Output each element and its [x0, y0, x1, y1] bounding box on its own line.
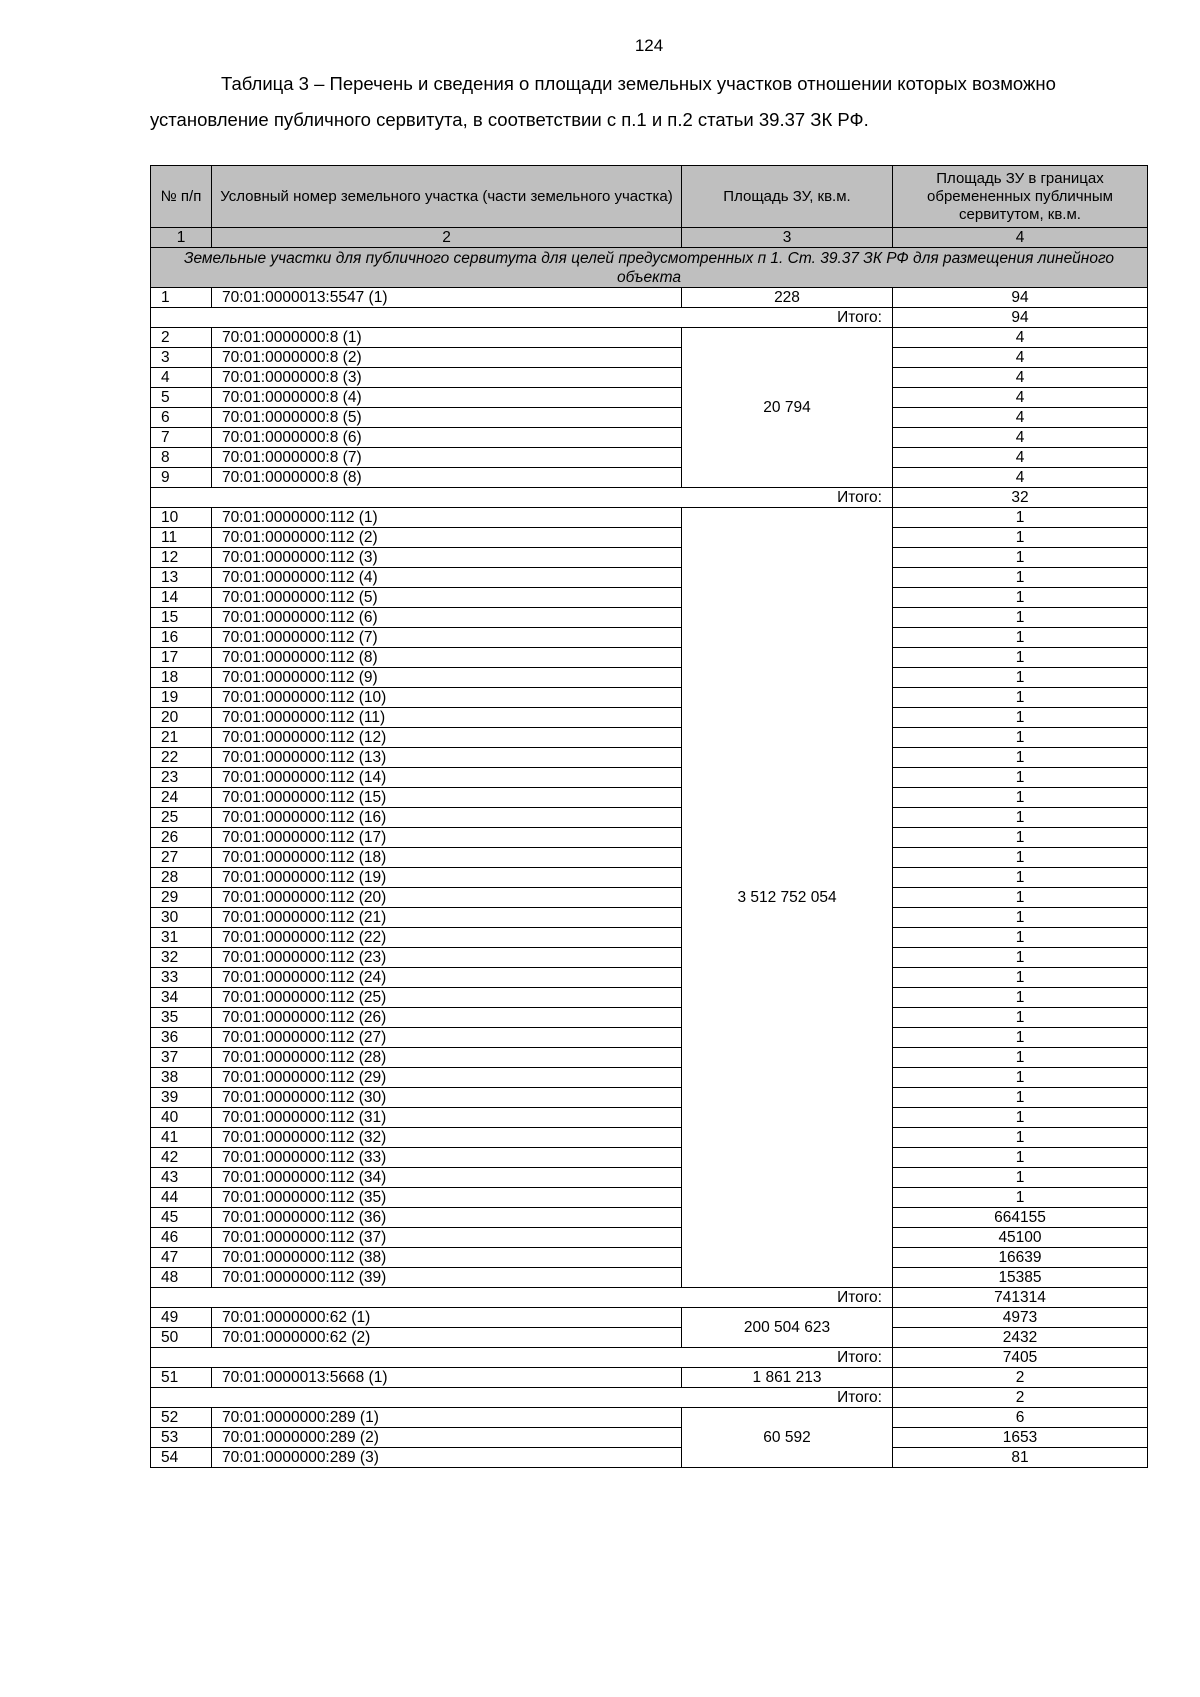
cadastral-number: 70:01:0000000:112 (39)	[212, 1268, 682, 1288]
total-row	[151, 308, 1148, 328]
row-number: 49	[151, 1308, 212, 1328]
table-row	[151, 448, 1148, 468]
easement-area: 4	[893, 448, 1148, 468]
row-number: 39	[151, 1088, 212, 1108]
easement-area: 1	[893, 628, 1148, 648]
cadastral-number: 70:01:0000000:112 (18)	[212, 848, 682, 868]
table-row	[151, 368, 1148, 388]
total-row	[151, 1288, 1148, 1308]
total-label: Итого:	[151, 308, 893, 328]
cadastral-number: 70:01:0000000:8 (4)	[212, 388, 682, 408]
table-row	[151, 988, 1148, 1008]
cadastral-number: 70:01:0000000:8 (6)	[212, 428, 682, 448]
easement-area: 1	[893, 1188, 1148, 1208]
easement-area: 1	[893, 508, 1148, 528]
page-number: 124	[634, 36, 664, 55]
total-value: 94	[893, 308, 1148, 328]
plot-area: 1 861 213	[682, 1368, 893, 1388]
row-number: 3	[151, 348, 212, 368]
row-number: 21	[151, 728, 212, 748]
table-row	[151, 528, 1148, 548]
total-row	[151, 1388, 1148, 1408]
row-number: 7	[151, 428, 212, 448]
header-number: № п/п	[151, 166, 212, 228]
row-number: 16	[151, 628, 212, 648]
row-number: 37	[151, 1048, 212, 1068]
row-number: 15	[151, 608, 212, 628]
cadastral-number: 70:01:0000000:112 (28)	[212, 1048, 682, 1068]
cadastral-number: 70:01:0000000:8 (5)	[212, 408, 682, 428]
easement-area: 1	[893, 1108, 1148, 1128]
cadastral-number: 70:01:0000000:112 (13)	[212, 748, 682, 768]
cadastral-number: 70:01:0000000:112 (38)	[212, 1248, 682, 1268]
easement-area: 4973	[893, 1308, 1148, 1328]
easement-area: 1	[893, 868, 1148, 888]
table-row	[151, 1228, 1148, 1248]
table-row	[151, 428, 1148, 448]
row-number: 48	[151, 1268, 212, 1288]
cadastral-number: 70:01:0000000:8 (8)	[212, 468, 682, 488]
table-row	[151, 668, 1148, 688]
table-row	[151, 548, 1148, 568]
table-row	[151, 748, 1148, 768]
easement-area: 1	[893, 1048, 1148, 1068]
table-row	[151, 708, 1148, 728]
plot-area: 3 512 752 054	[682, 508, 893, 1288]
cadastral-number: 70:01:0000000:112 (7)	[212, 628, 682, 648]
row-number: 43	[151, 1168, 212, 1188]
cadastral-number: 70:01:0000000:112 (23)	[212, 948, 682, 968]
row-number: 26	[151, 828, 212, 848]
easement-area: 1	[893, 1128, 1148, 1148]
table-row	[151, 1128, 1148, 1148]
easement-area: 2432	[893, 1328, 1148, 1348]
table-row	[151, 468, 1148, 488]
easement-area: 664155	[893, 1208, 1148, 1228]
table-row	[151, 648, 1148, 668]
row-number: 11	[151, 528, 212, 548]
easement-area: 1	[893, 908, 1148, 928]
cadastral-number: 70:01:0000000:112 (37)	[212, 1228, 682, 1248]
easement-area: 1	[893, 948, 1148, 968]
row-number: 44	[151, 1188, 212, 1208]
easement-area: 4	[893, 428, 1148, 448]
row-number: 14	[151, 588, 212, 608]
total-label: Итого:	[151, 488, 893, 508]
cadastral-number: 70:01:0000000:8 (2)	[212, 348, 682, 368]
easement-area: 1	[893, 708, 1148, 728]
easement-area: 1	[893, 808, 1148, 828]
table-row	[151, 1408, 1148, 1428]
cadastral-number: 70:01:0000000:112 (16)	[212, 808, 682, 828]
row-number: 41	[151, 1128, 212, 1148]
table-row	[151, 848, 1148, 868]
cadastral-number: 70:01:0000000:112 (6)	[212, 608, 682, 628]
header-row	[151, 166, 1148, 228]
table-row	[151, 568, 1148, 588]
plot-area: 60 592	[682, 1408, 893, 1468]
table-row	[151, 1328, 1148, 1348]
table-row	[151, 1048, 1148, 1068]
cadastral-number: 70:01:0000000:112 (32)	[212, 1128, 682, 1148]
easement-area: 1	[893, 568, 1148, 588]
row-number: 47	[151, 1248, 212, 1268]
row-number: 45	[151, 1208, 212, 1228]
table-row	[151, 788, 1148, 808]
table-row	[151, 508, 1148, 528]
column-number-row	[151, 228, 1148, 248]
cadastral-number: 70:01:0000000:289 (1)	[212, 1408, 682, 1428]
table-row	[151, 1068, 1148, 1088]
row-number: 22	[151, 748, 212, 768]
table-row	[151, 1268, 1148, 1288]
table-row	[151, 948, 1148, 968]
table-row	[151, 868, 1148, 888]
row-number: 20	[151, 708, 212, 728]
table-row	[151, 1208, 1148, 1228]
total-label: Итого:	[151, 1348, 893, 1368]
table-row	[151, 608, 1148, 628]
table-row	[151, 728, 1148, 748]
cadastral-number: 70:01:0000000:112 (34)	[212, 1168, 682, 1188]
table-row	[151, 408, 1148, 428]
total-row	[151, 1348, 1148, 1368]
cadastral-number: 70:01:0000000:8 (7)	[212, 448, 682, 468]
easement-area: 1653	[893, 1428, 1148, 1448]
cadastral-number: 70:01:0000000:62 (1)	[212, 1308, 682, 1328]
easement-area: 1	[893, 548, 1148, 568]
easement-area: 1	[893, 848, 1148, 868]
cadastral-number: 70:01:0000000:112 (12)	[212, 728, 682, 748]
column-number: 1	[151, 228, 212, 248]
easement-area: 1	[893, 1088, 1148, 1108]
section-title: Земельные участки для публичного сервитута для целей предусмотренных п 1. Ст. 39.37 ЗК РФ для размещения линейного объекта	[151, 248, 1148, 288]
row-number: 33	[151, 968, 212, 988]
column-number: 3	[682, 228, 893, 248]
section-title-row	[151, 248, 1148, 288]
row-number: 38	[151, 1068, 212, 1088]
row-number: 27	[151, 848, 212, 868]
cadastral-number: 70:01:0000000:112 (36)	[212, 1208, 682, 1228]
plot-area: 200 504 623	[682, 1308, 893, 1348]
table-row	[151, 968, 1148, 988]
easement-area: 4	[893, 468, 1148, 488]
table-row	[151, 1148, 1148, 1168]
cadastral-number: 70:01:0000000:112 (29)	[212, 1068, 682, 1088]
easement-area: 1	[893, 1168, 1148, 1188]
cadastral-number: 70:01:0000000:8 (1)	[212, 328, 682, 348]
total-row	[151, 488, 1148, 508]
row-number: 28	[151, 868, 212, 888]
table-row	[151, 828, 1148, 848]
row-number: 32	[151, 948, 212, 968]
column-number: 2	[212, 228, 682, 248]
row-number: 42	[151, 1148, 212, 1168]
row-number: 30	[151, 908, 212, 928]
table-row	[151, 1008, 1148, 1028]
easement-area: 4	[893, 348, 1148, 368]
easement-area: 1	[893, 988, 1148, 1008]
table-row	[151, 1248, 1148, 1268]
easement-area: 1	[893, 928, 1148, 948]
easement-area: 45100	[893, 1228, 1148, 1248]
row-number: 5	[151, 388, 212, 408]
cadastral-number: 70:01:0000000:112 (8)	[212, 648, 682, 668]
row-number: 35	[151, 1008, 212, 1028]
table-row	[151, 1308, 1148, 1328]
cadastral-number: 70:01:0000000:289 (2)	[212, 1428, 682, 1448]
total-label: Итого:	[151, 1388, 893, 1408]
cadastral-number: 70:01:0000000:112 (22)	[212, 928, 682, 948]
easement-area: 1	[893, 748, 1148, 768]
header-cadastral-number: Условный номер земельного участка (части земельного участка)	[212, 166, 682, 228]
easement-area: 2	[893, 1368, 1148, 1388]
easement-area: 1	[893, 588, 1148, 608]
table-row	[151, 288, 1148, 308]
row-number: 2	[151, 328, 212, 348]
easement-area: 1	[893, 968, 1148, 988]
total-value: 7405	[893, 1348, 1148, 1368]
cadastral-number: 70:01:0000000:112 (2)	[212, 528, 682, 548]
header-plot-area: Площадь ЗУ, кв.м.	[682, 166, 893, 228]
row-number: 51	[151, 1368, 212, 1388]
total-value: 2	[893, 1388, 1148, 1408]
row-number: 10	[151, 508, 212, 528]
cadastral-number: 70:01:0000000:112 (1)	[212, 508, 682, 528]
column-number: 4	[893, 228, 1148, 248]
cadastral-number: 70:01:0000000:289 (3)	[212, 1448, 682, 1468]
easement-area: 1	[893, 1028, 1148, 1048]
table-caption: Таблица 3 – Перечень и сведения о площади земельных участков отношении которых возможно установление публичного сервитута, в соответствии с п.1 и п.2 статьи 39.37 ЗК РФ.	[150, 73, 1056, 131]
cadastral-number: 70:01:0000000:112 (30)	[212, 1088, 682, 1108]
row-number: 34	[151, 988, 212, 1008]
cadastral-number: 70:01:0000000:112 (25)	[212, 988, 682, 1008]
table-row	[151, 1168, 1148, 1188]
row-number: 50	[151, 1328, 212, 1348]
row-number: 40	[151, 1108, 212, 1128]
row-number: 17	[151, 648, 212, 668]
cadastral-number: 70:01:0000000:112 (21)	[212, 908, 682, 928]
table-row	[151, 1188, 1148, 1208]
total-value: 32	[893, 488, 1148, 508]
cadastral-number: 70:01:0000000:112 (4)	[212, 568, 682, 588]
cadastral-number: 70:01:0000000:112 (5)	[212, 588, 682, 608]
easement-area: 1	[893, 1148, 1148, 1168]
row-number: 53	[151, 1428, 212, 1448]
row-number: 13	[151, 568, 212, 588]
table-row	[151, 328, 1148, 348]
cadastral-number: 70:01:0000000:62 (2)	[212, 1328, 682, 1348]
header-easement-area: Площадь ЗУ в границах обремененных публичным сервитутом, кв.м.	[893, 166, 1148, 228]
cadastral-number: 70:01:0000000:112 (31)	[212, 1108, 682, 1128]
easement-area: 1	[893, 1068, 1148, 1088]
row-number: 12	[151, 548, 212, 568]
cadastral-number: 70:01:0000000:112 (10)	[212, 688, 682, 708]
table-row	[151, 628, 1148, 648]
table-row	[151, 928, 1148, 948]
easement-area: 1	[893, 788, 1148, 808]
easement-area: 1	[893, 728, 1148, 748]
row-number: 19	[151, 688, 212, 708]
table-row	[151, 388, 1148, 408]
total-label: Итого:	[151, 1288, 893, 1308]
easement-area: 4	[893, 408, 1148, 428]
row-number: 18	[151, 668, 212, 688]
table-row	[151, 1028, 1148, 1048]
cadastral-number: 70:01:0000000:112 (11)	[212, 708, 682, 728]
easement-area: 16639	[893, 1248, 1148, 1268]
table-row	[151, 1428, 1148, 1448]
table-row	[151, 688, 1148, 708]
easement-area: 6	[893, 1408, 1148, 1428]
row-number: 8	[151, 448, 212, 468]
table-row	[151, 1368, 1148, 1388]
easement-area: 4	[893, 388, 1148, 408]
cadastral-number: 70:01:0000000:112 (14)	[212, 768, 682, 788]
cadastral-number: 70:01:0000000:112 (35)	[212, 1188, 682, 1208]
row-number: 4	[151, 368, 212, 388]
table-row	[151, 908, 1148, 928]
row-number: 23	[151, 768, 212, 788]
row-number: 54	[151, 1448, 212, 1468]
total-value: 741314	[893, 1288, 1148, 1308]
row-number: 1	[151, 288, 212, 308]
easement-area: 1	[893, 688, 1148, 708]
table-row	[151, 768, 1148, 788]
plot-area: 228	[682, 288, 893, 308]
cadastral-number: 70:01:0000000:112 (15)	[212, 788, 682, 808]
cadastral-number: 70:01:0000000:112 (19)	[212, 868, 682, 888]
easement-area: 94	[893, 288, 1148, 308]
table-body	[151, 248, 1148, 1468]
table-row	[151, 348, 1148, 368]
row-number: 36	[151, 1028, 212, 1048]
easement-area: 15385	[893, 1268, 1148, 1288]
table-row	[151, 888, 1148, 908]
easement-area: 1	[893, 1008, 1148, 1028]
row-number: 31	[151, 928, 212, 948]
table-row	[151, 808, 1148, 828]
easement-area: 1	[893, 528, 1148, 548]
cadastral-number: 70:01:0000013:5668 (1)	[212, 1368, 682, 1388]
land-plots-table	[150, 165, 1148, 1468]
row-number: 52	[151, 1408, 212, 1428]
table-row	[151, 1108, 1148, 1128]
easement-area: 81	[893, 1448, 1148, 1468]
row-number: 24	[151, 788, 212, 808]
cadastral-number: 70:01:0000000:112 (20)	[212, 888, 682, 908]
cadastral-number: 70:01:0000000:8 (3)	[212, 368, 682, 388]
easement-area: 1	[893, 648, 1148, 668]
row-number: 46	[151, 1228, 212, 1248]
row-number: 25	[151, 808, 212, 828]
cadastral-number: 70:01:0000000:112 (27)	[212, 1028, 682, 1048]
cadastral-number: 70:01:0000000:112 (33)	[212, 1148, 682, 1168]
row-number: 29	[151, 888, 212, 908]
table-row	[151, 1088, 1148, 1108]
easement-area: 4	[893, 368, 1148, 388]
table-row	[151, 588, 1148, 608]
plot-area: 20 794	[682, 328, 893, 488]
easement-area: 1	[893, 768, 1148, 788]
cadastral-number: 70:01:0000000:112 (26)	[212, 1008, 682, 1028]
easement-area: 1	[893, 608, 1148, 628]
cadastral-number: 70:01:0000013:5547 (1)	[212, 288, 682, 308]
row-number: 9	[151, 468, 212, 488]
easement-area: 4	[893, 328, 1148, 348]
cadastral-number: 70:01:0000000:112 (3)	[212, 548, 682, 568]
easement-area: 1	[893, 888, 1148, 908]
easement-area: 1	[893, 828, 1148, 848]
cadastral-number: 70:01:0000000:112 (9)	[212, 668, 682, 688]
row-number: 6	[151, 408, 212, 428]
cadastral-number: 70:01:0000000:112 (24)	[212, 968, 682, 988]
table-row	[151, 1448, 1148, 1468]
easement-area: 1	[893, 668, 1148, 688]
cadastral-number: 70:01:0000000:112 (17)	[212, 828, 682, 848]
